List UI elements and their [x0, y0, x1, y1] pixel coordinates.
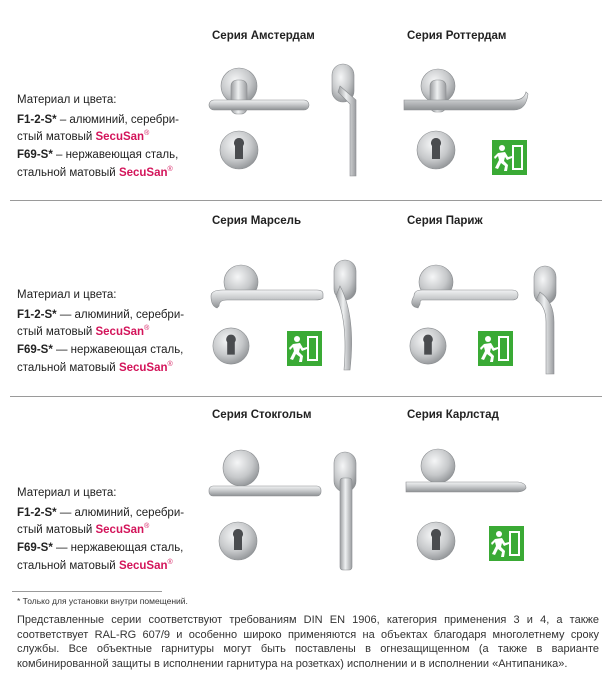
materials-block-3 — [17, 486, 192, 577]
door-handle-icon — [205, 262, 325, 317]
door-handle-icon — [205, 62, 315, 122]
window-handle-icon — [326, 60, 371, 180]
emergency-exit-icon — [489, 526, 524, 561]
material-desc-aluminium: – алюминий, серебри- — [56, 113, 179, 126]
emergency-exit-icon — [287, 331, 322, 366]
materials-heading: Материал и цвета: — [17, 487, 117, 499]
material-desc-steel-cont: стальной матовый — [17, 559, 119, 572]
material-desc-steel-cont: стальной матовый — [17, 361, 119, 374]
material-desc-aluminium: — алюминий, серебри- — [56, 506, 185, 519]
brand-reg-mark: ® — [144, 325, 150, 332]
series-section-2 — [0, 200, 612, 396]
brand-reg-mark: ® — [144, 523, 150, 530]
emergency-exit-icon — [492, 140, 527, 175]
key-escutcheon-icon — [415, 129, 457, 171]
series-title-stockholm: Серия Стокгольм — [212, 409, 312, 421]
series-title-amsterdam: Серия Амстердам — [212, 30, 315, 42]
footnote: * Только для установки внутри помещений. — [17, 596, 188, 606]
brand-secusan: SecuSan — [118, 361, 168, 374]
material-code-f69s: F69-S* — [17, 149, 53, 162]
materials-heading: Материал и цвета: — [17, 94, 117, 106]
series-section-3 — [0, 396, 612, 591]
material-code-f12s: F1-2-S* — [17, 308, 57, 321]
key-escutcheon-icon — [415, 520, 457, 562]
material-desc-steel: – нержавеющая сталь, — [52, 149, 179, 162]
key-escutcheon-icon — [211, 326, 251, 366]
brand-secusan: SecuSan — [118, 559, 168, 572]
footnote-divider — [12, 591, 162, 592]
brand-reg-mark: ® — [167, 165, 173, 173]
materials-block-1 — [17, 93, 192, 184]
series-title-paris: Серия Париж — [407, 215, 483, 227]
series-title-karlstad: Серия Карлстад — [407, 409, 499, 421]
key-escutcheon-icon — [217, 520, 259, 562]
material-code-f12s: F1-2-S* — [17, 506, 57, 519]
window-handle-icon — [330, 448, 370, 573]
material-desc-steel: — нержавеющая сталь, — [52, 542, 184, 555]
door-handle-icon — [400, 446, 530, 501]
material-desc-aluminium-cont: стый матовый — [17, 130, 96, 143]
material-code-f12s: F1-2-S* — [17, 113, 57, 126]
brand-secusan: SecuSan — [95, 523, 145, 536]
brand-reg-mark: ® — [144, 130, 150, 137]
emergency-exit-icon — [478, 331, 513, 366]
brand-secusan: SecuSan — [95, 130, 145, 143]
window-handle-icon — [530, 262, 570, 382]
key-escutcheon-icon — [218, 129, 260, 171]
material-desc-aluminium: — алюминий, серебри- — [56, 308, 185, 321]
series-section-1 — [0, 0, 612, 200]
series-title-rotterdam: Серия Роттердам — [407, 30, 507, 42]
materials-block-2 — [17, 288, 192, 379]
series-title-marseille: Серия Марсель — [212, 215, 302, 227]
description-paragraph: Представленные серии соответствуют требованиям DIN EN 1906, категория применения 3 и 4, а также соответствует RAL-RG 607/9 и особенно широко применяются на объектах благодаря многолетнему сроку службы. Все объектные гарнитуры могут быть поставлены в огнезащищенном (а также в варианте комбинированной защиты в исполнении гарнитура на розетках) исполнении и в исполнении «Антипаника». — [17, 614, 599, 670]
door-handle-icon — [400, 262, 520, 317]
materials-heading: Материал и цвета: — [17, 289, 117, 301]
key-escutcheon-icon — [408, 326, 448, 366]
material-code-f69s: F69-S* — [17, 542, 53, 555]
brand-secusan: SecuSan — [95, 325, 145, 338]
material-desc-aluminium-cont: стый матовый — [17, 325, 96, 338]
door-handle-icon — [205, 444, 325, 504]
material-desc-steel-cont: стальной матовый — [17, 166, 119, 179]
brand-secusan: SecuSan — [118, 166, 168, 179]
brand-reg-mark: ® — [167, 360, 173, 368]
material-code-f69s: F69-S* — [17, 344, 53, 357]
window-handle-icon — [330, 256, 370, 376]
door-handle-icon — [400, 64, 530, 124]
brand-reg-mark: ® — [167, 558, 173, 566]
material-desc-steel: — нержавеющая сталь, — [52, 344, 184, 357]
material-desc-aluminium-cont: стый матовый — [17, 523, 96, 536]
